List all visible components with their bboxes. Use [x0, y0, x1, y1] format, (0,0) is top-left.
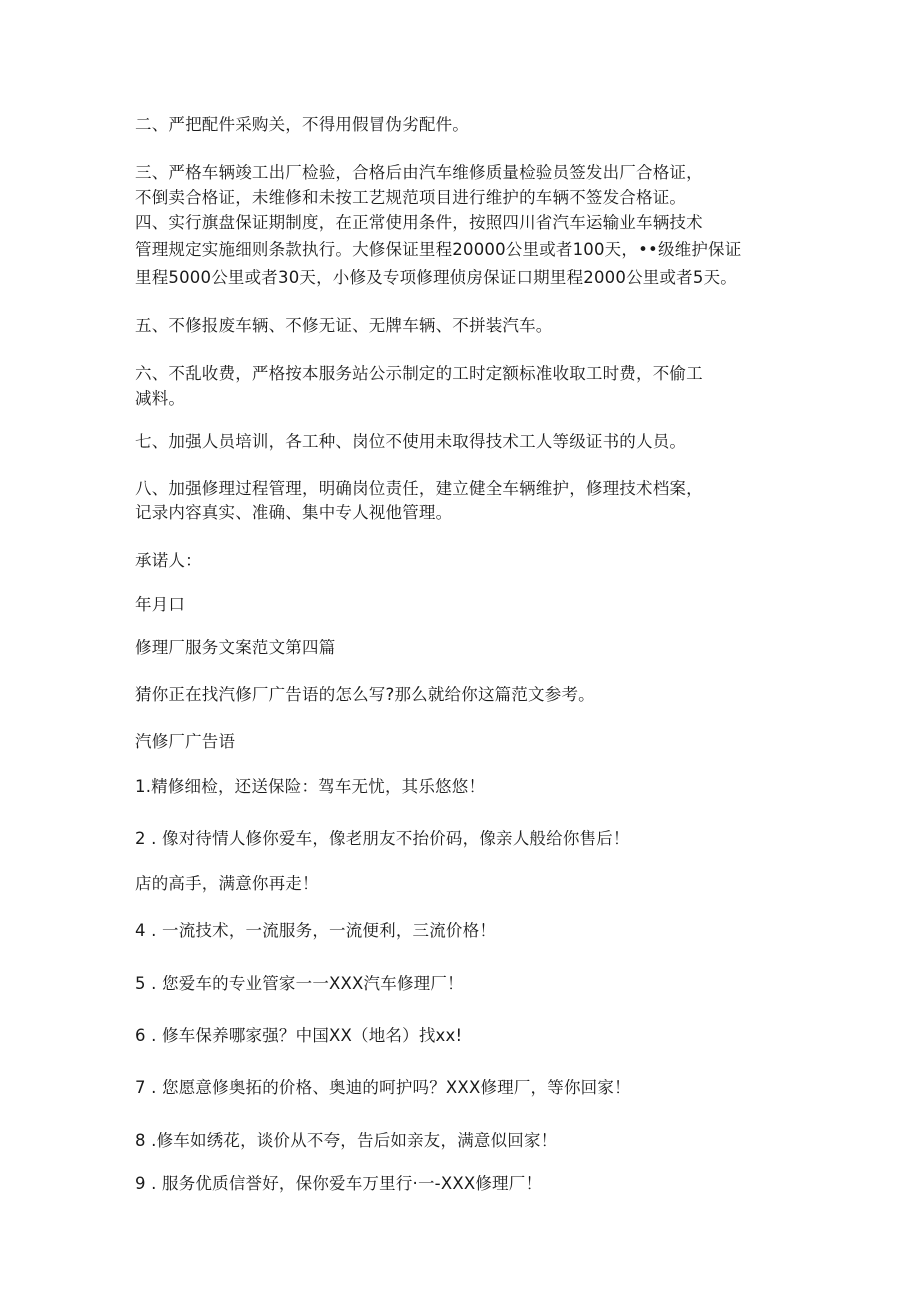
- text-line: 八、加强修理过程管理，明确岗位责任，建立健全车辆维护，修理技术档案，: [135, 479, 703, 498]
- text-line: 汽修厂广告语: [135, 732, 236, 751]
- text-line: 记录内容真实、准确、集中专人视他管理。: [135, 503, 453, 522]
- text-line: 7 . 您愿意修奥拓的价格、奥迪的呵护吗？XXX修理厂，等你回家！: [135, 1078, 631, 1097]
- text-line: 8 .修车如绣花，谈价从不夸，告后如亲友，满意似回家！: [135, 1131, 558, 1150]
- text-line: 七、加强人员培训，各工种、岗位不使用未取得技术工人等级证书的人员。: [135, 432, 687, 451]
- text-line: 六、不乱收费，严格按本服务站公示制定的工时定额标准收取工时费，不偷工: [135, 364, 703, 383]
- text-line: 5 . 您爱车的专业管家一一XXX汽车修理厂！: [135, 974, 464, 993]
- text-line: 里程5000公里或者30天，小修及专项修理侦房保证口期里程2000公里或者5天。: [135, 268, 737, 287]
- text-line: 店的高手，满意你再走！: [135, 874, 319, 893]
- text-line: 9 . 服务优质信誉好，保你爱车万里行·一-XXX修理厂！: [135, 1174, 543, 1193]
- text-line: 猜你正在找汽修厂广告语的怎么写?那么就给你这篇范文参考。: [135, 685, 595, 704]
- text-line: 管理规定实施细则条款执行。大修保证里程20000公里或者100天，••级维护保证: [135, 240, 742, 259]
- text-line: 不倒卖合格证，未维修和未按工艺规范项目进行维护的车辆不签发合格证。: [135, 188, 687, 207]
- text-line: 五、不修报废车辆、不修无证、无牌车辆、不拼装汽车。: [135, 316, 553, 335]
- text-line: 四、实行旗盘保证期制度，在正常使用条件，按照四川省汽车运输业车辆技术: [135, 213, 703, 232]
- text-line: 2 . 像对待情人修你爱车，像老朋友不抬价码，像亲人般给你售后！: [135, 829, 630, 848]
- text-line: 二、严把配件采购关，不得用假冒伪劣配件。: [135, 115, 469, 134]
- text-line: 三、严格车辆竣工出厂检验，合格后由汽车维修质量检验员签发出厂合格证，: [135, 163, 703, 182]
- text-line: 4 . 一流技术，一流服务，一流便利，三流价格！: [135, 921, 497, 940]
- text-line: 承诺人：: [135, 551, 202, 570]
- text-line: 1.精修细检，还送保险：驾车无忧，其乐悠悠！: [135, 777, 486, 796]
- text-line: 修理厂服务文案范文第四篇: [135, 638, 336, 657]
- text-line: 6 . 修车保养哪家强？中国XX（地名）找xx!: [135, 1026, 463, 1045]
- text-line: 年月口: [135, 595, 186, 614]
- text-line: 减料。: [135, 389, 186, 408]
